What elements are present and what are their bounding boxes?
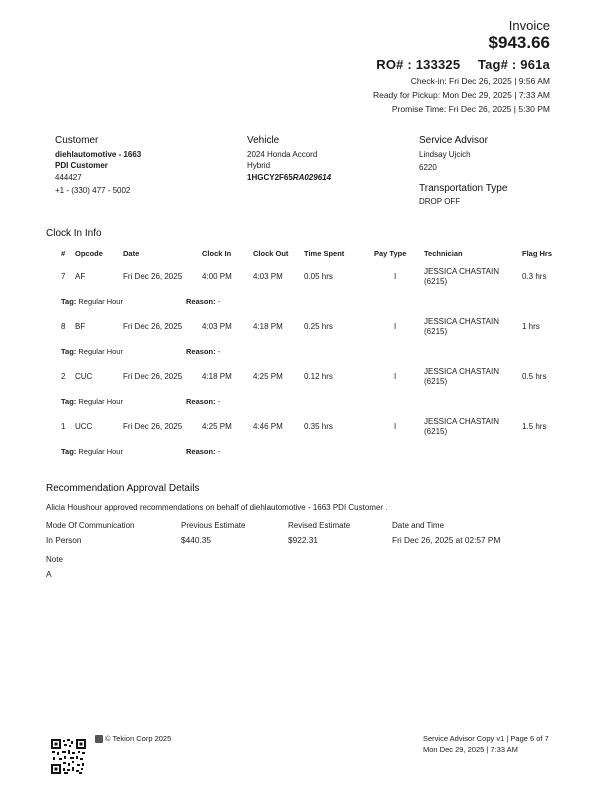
col-num: #: [61, 249, 66, 258]
footer-printed-time: Mon Dec 29, 2025 | 7:33 AM: [423, 745, 518, 754]
row-opcode: BF: [75, 322, 86, 331]
row-tag: [61, 297, 123, 306]
service-advisor-id: 6220: [419, 162, 437, 172]
ready-for-pickup-time: Ready for Pickup: Mon Dec 29, 2025 | 7:33 AM: [372, 90, 550, 100]
customer-phone: +1 - (330) 477 - 5002: [55, 185, 131, 195]
reason-label: Reason:: [186, 297, 216, 306]
col-technician: Technician: [424, 249, 463, 258]
check-in-time: Check-in: Fri Dec 26, 2025 | 9:56 AM: [410, 76, 550, 86]
row-clock-in: 4:03 PM: [202, 322, 232, 331]
vehicle-trim: Hybrid: [247, 160, 271, 170]
row-flag-hrs: 0.5 hrs: [522, 372, 547, 381]
customer-id: 444427: [55, 173, 82, 182]
transportation-value: DROP OFF: [419, 197, 461, 206]
copyright-text: © Tekion Corp 2025: [105, 734, 172, 743]
row-pay-type: I: [394, 322, 397, 331]
technician-id: (6215): [424, 427, 448, 436]
col-flag-hrs: Flag Hrs: [522, 249, 553, 258]
ro-tag-line: [376, 57, 550, 72]
transportation-title: Transportation Type: [419, 183, 508, 194]
previous-estimate-label: Previous Estimate: [181, 521, 246, 530]
vehicle-vin: [247, 173, 331, 184]
tag-label: Tag:: [61, 397, 77, 406]
reason-label: Reason:: [186, 397, 216, 406]
technician-name: JESSICA CHASTAIN: [424, 417, 499, 426]
qr-code: [51, 739, 86, 774]
row-clock-out: 4:25 PM: [253, 372, 283, 381]
mode-value: In Person: [46, 535, 82, 545]
row-time-spent: 0.05 hrs: [304, 272, 333, 281]
row-date: Fri Dec 26, 2025: [123, 272, 183, 281]
row-tag: [61, 447, 123, 456]
row-clock-out: 4:03 PM: [253, 272, 283, 281]
vin-suffix: RA029614: [292, 173, 332, 182]
row-pay-type: I: [394, 372, 397, 381]
row-tag: [61, 397, 123, 406]
row-clock-in: 4:25 PM: [202, 422, 232, 431]
row-num: 2: [61, 372, 66, 381]
row-clock-out: 4:18 PM: [253, 322, 283, 331]
row-opcode: UCC: [75, 422, 93, 431]
document-type: Invoice: [508, 18, 550, 33]
row-reason: [186, 447, 220, 456]
row-technician: [424, 417, 499, 437]
reason-value: -: [217, 397, 221, 406]
customer-type: PDI Customer: [55, 160, 108, 170]
row-technician: [424, 317, 499, 337]
tag-value: Regular Hour: [78, 347, 123, 356]
row-time-spent: 0.35 hrs: [304, 422, 333, 431]
row-reason: [186, 397, 220, 406]
row-pay-type: I: [394, 272, 397, 281]
row-flag-hrs: 0.3 hrs: [522, 272, 547, 281]
customer-name: diehlautomotive - 1663: [55, 150, 142, 159]
service-advisor-section: [419, 135, 507, 208]
vehicle-title: Vehicle: [247, 135, 280, 146]
col-opcode: Opcode: [75, 249, 103, 258]
technician-id: (6215): [424, 277, 448, 286]
row-reason: [186, 347, 220, 356]
row-flag-hrs: 1.5 hrs: [522, 422, 547, 431]
tag-number: Tag# : 961a: [477, 57, 550, 72]
col-time-spent: Time Spent: [304, 249, 345, 258]
col-clock-in: Clock In: [202, 249, 232, 258]
service-advisor-name: Lindsay Ujcich: [419, 150, 471, 159]
recommendation-statement: Alicia Houshour approved recommendations on behalf of diehlautomotive - 1663 PDI Customer .: [46, 503, 388, 512]
tag-label: Tag:: [61, 447, 77, 456]
col-pay-type: Pay Type: [374, 249, 407, 258]
customer-section: [55, 135, 141, 196]
clock-in-title: Clock In Info: [46, 228, 102, 239]
mode-label: Mode Of Communication: [46, 521, 135, 530]
row-opcode: CUC: [75, 372, 93, 381]
previous-estimate-value: $440.35: [181, 535, 211, 545]
row-date: Fri Dec 26, 2025: [123, 322, 183, 331]
technician-name: JESSICA CHASTAIN: [424, 367, 499, 376]
row-clock-in: 4:18 PM: [202, 372, 232, 381]
row-num: 8: [61, 322, 66, 331]
row-clock-out: 4:46 PM: [253, 422, 283, 431]
footer-copy-info: Service Advisor Copy v1 | Page 6 of 7: [423, 734, 549, 743]
technician-id: (6215): [424, 377, 448, 386]
row-date: Fri Dec 26, 2025: [123, 422, 183, 431]
col-clock-out: Clock Out: [253, 249, 289, 258]
row-clock-in: 4:00 PM: [202, 272, 232, 281]
tekion-logo-icon: [95, 735, 103, 743]
row-num: 1: [61, 422, 66, 431]
datetime-label: Date and Time: [392, 521, 445, 530]
row-opcode: AF: [75, 272, 86, 281]
recommendation-title: Recommendation Approval Details: [46, 483, 200, 494]
row-technician: [424, 267, 499, 287]
datetime-value: Fri Dec 26, 2025 at 02:57 PM: [392, 535, 501, 545]
vehicle-model: 2024 Honda Accord: [247, 150, 318, 159]
revised-estimate-value: $922.31: [288, 535, 318, 545]
row-pay-type: I: [394, 422, 397, 431]
reason-value: -: [217, 297, 221, 306]
customer-title: Customer: [55, 135, 99, 146]
reason-value: -: [217, 447, 221, 456]
row-num: 7: [61, 272, 66, 281]
col-date: Date: [123, 249, 140, 258]
tag-value: Regular Hour: [78, 297, 123, 306]
reason-value: -: [217, 347, 221, 356]
revised-estimate-label: Revised Estimate: [288, 521, 351, 530]
technician-name: JESSICA CHASTAIN: [424, 317, 499, 326]
reason-label: Reason:: [186, 347, 216, 356]
row-time-spent: 0.25 hrs: [304, 322, 333, 331]
ro-number: RO# : 133325: [376, 57, 461, 72]
technician-id: (6215): [424, 327, 448, 336]
row-date: Fri Dec 26, 2025: [123, 372, 183, 381]
invoice-total: $943.66: [488, 33, 550, 52]
note-label: Note: [46, 555, 63, 564]
promise-time: Promise Time: Fri Dec 26, 2025 | 5:30 PM: [391, 104, 550, 114]
service-advisor-title: Service Advisor: [419, 135, 488, 146]
tag-label: Tag:: [61, 297, 77, 306]
footer-copyright: [95, 734, 171, 743]
row-technician: [424, 367, 499, 387]
note-value: A: [46, 569, 52, 579]
row-time-spent: 0.12 hrs: [304, 372, 333, 381]
tag-label: Tag:: [61, 347, 77, 356]
vehicle-section: [247, 135, 331, 184]
row-reason: [186, 297, 220, 306]
tag-value: Regular Hour: [78, 397, 123, 406]
row-tag: [61, 347, 123, 356]
tag-value: Regular Hour: [78, 447, 123, 456]
technician-name: JESSICA CHASTAIN: [424, 267, 499, 276]
row-flag-hrs: 1 hrs: [522, 322, 540, 331]
vin-prefix: 1HGCY2F65: [247, 173, 293, 182]
reason-label: Reason:: [186, 447, 216, 456]
